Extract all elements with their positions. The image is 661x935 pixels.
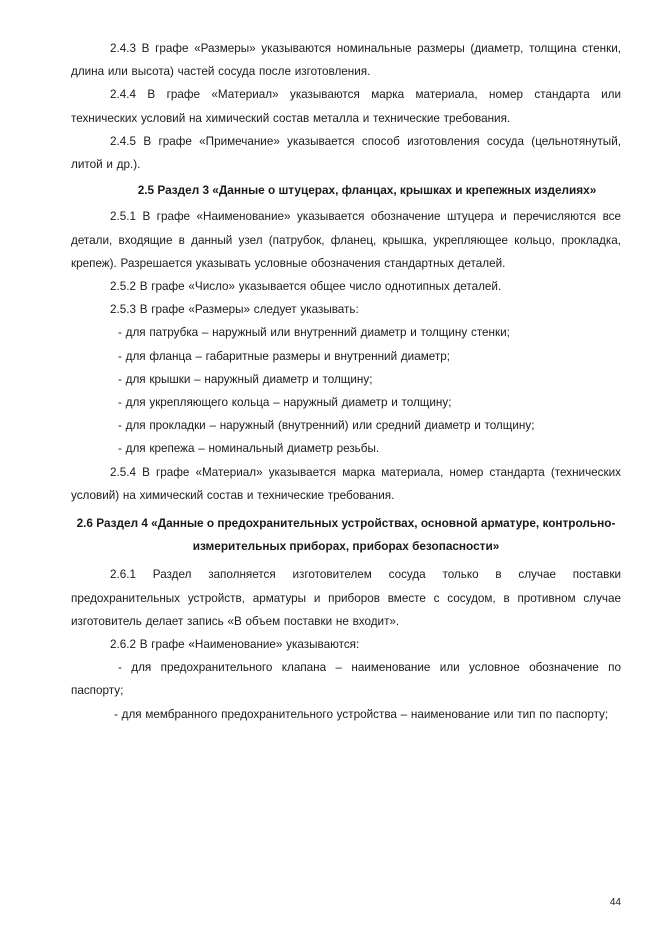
document-page (71, 37, 621, 726)
paragraph-2-4-5: 2.4.5 В графе «Примечание» указывается способ изготовления сосуда (цельнотянутый, литой и др.). (71, 134, 621, 172)
paragraph-2-5-4: 2.5.4 В графе «Материал» указывается марка материала, номер стандарта (технических условий) на химический состав и технические требования. (71, 465, 621, 502)
section-heading-2-5: 2.5 Раздел 3 «Данные о штуцерах, фланцах, крышках и крепежных изделиях» (137, 183, 597, 198)
paragraph-2-6-1: 2.6.1 Раздел заполняется изготовителем сосуда только в случае поставки предохранительных устройств, арматуры и приборов вместе с сосудом, в противном случае изготовитель делает запись «В объем поставки не входит». (71, 568, 621, 628)
list-item: - для мембранного предохранительного устройства – наименование или тип по паспорту; (114, 707, 609, 721)
paragraph-2-5-1: 2.5.1 В графе «Наименование» указывается обозначение штуцера и перечисляются все детали, входящие в данный узел (патрубок, фланец, крышка, укрепляющее кольцо, прокладка, крепеж). Разрешается указывать условные обозначения стандартных деталей. (71, 210, 621, 270)
paragraph-2-5-2: 2.5.2 В графе «Число» указывается общее число однотипных деталей. (110, 280, 502, 294)
list-item: - для прокладки – наружный (внутренний) или средний диаметр и толщину; (118, 419, 535, 433)
list-item: - для крышки – наружный диаметр и толщину; (118, 372, 373, 386)
page-number: 44 (609, 897, 621, 908)
list-item: - для фланца – габаритные размеры и внутренний диаметр; (118, 349, 450, 363)
paragraph-2-4-4: 2.4.4 В графе «Материал» указываются марка материала, номер стандарта или технических условий на химический состав металла и технические требования. (71, 88, 621, 125)
section-heading-2-6: 2.6 Раздел 4 «Данные о предохранительных устройствах, основной арматуре, контрольно-измерительных приборах, приборах безопасности» (76, 516, 616, 554)
list-item: - для предохранительного клапана – наименование или условное обозначение по паспорту; (71, 661, 621, 698)
paragraph-2-4-3: 2.4.3 В графе «Размеры» указываются номинальные размеры (диаметр, толщина стенки, длина или высота) частей сосуда после изготовления. (71, 42, 621, 79)
list-item: - для крепежа – номинальный диаметр резьбы. (118, 442, 380, 456)
list-item: - для патрубка – наружный или внутренний диаметр и толщину стенки; (118, 326, 510, 340)
paragraph-2-6-2: 2.6.2 В графе «Наименование» указываются: (110, 638, 360, 652)
paragraph-2-5-3: 2.5.3 В графе «Размеры» следует указывать: (110, 303, 359, 317)
list-item: - для укрепляющего кольца – наружный диаметр и толщину; (118, 396, 452, 410)
